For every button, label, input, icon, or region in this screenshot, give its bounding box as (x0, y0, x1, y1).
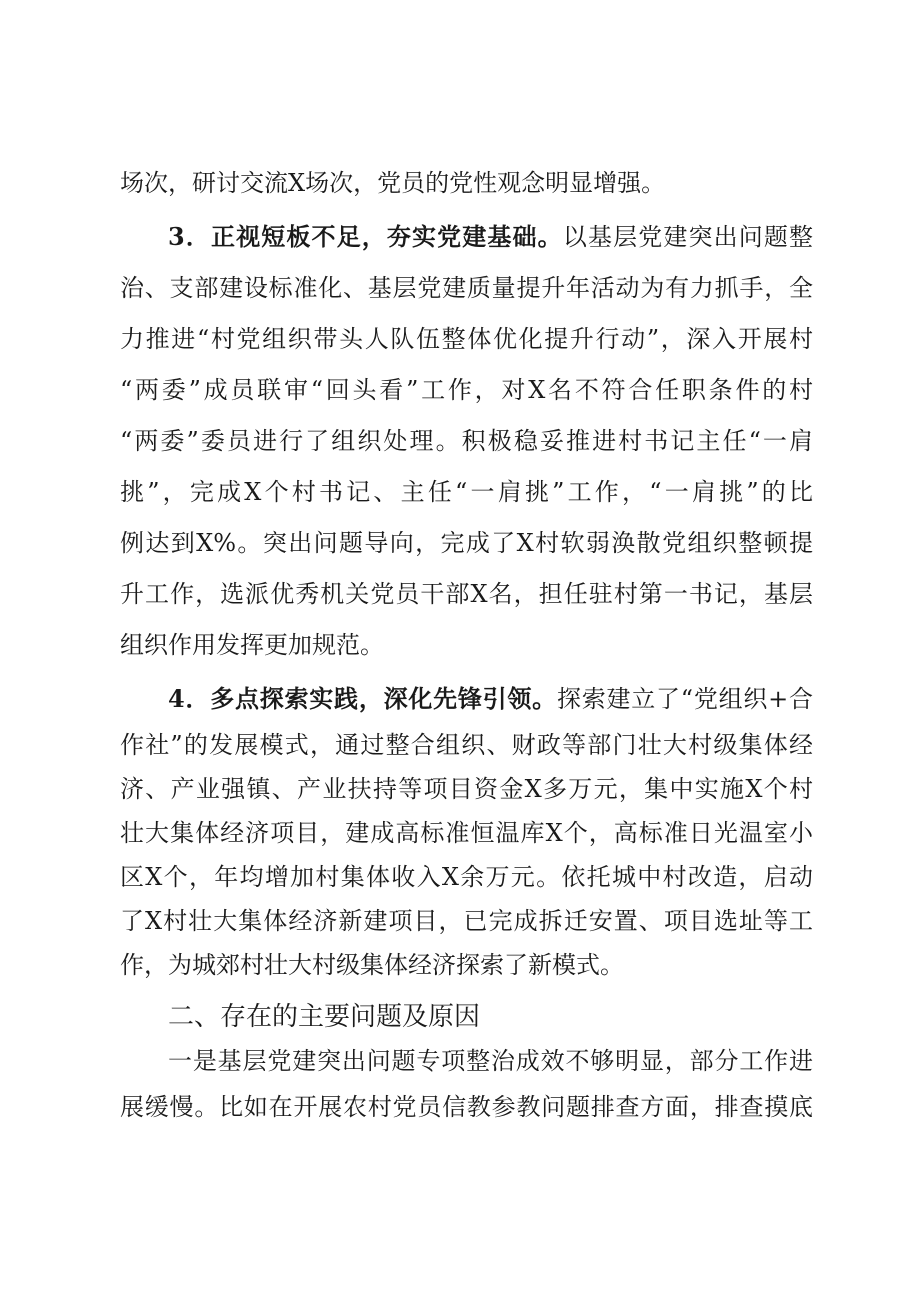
text-line: 展缓慢。比如在开展农村党员信教参教问题排查方面，排查摸底 (120, 1093, 813, 1121)
text-line: 挑”，完成X个村书记、主任“一肩挑”工作，“一肩挑”的比 (120, 478, 813, 506)
text-line: 场次，研讨交流X场次，党员的党性观念明显增强。 (120, 169, 666, 197)
text-line: 壮大集体经济项目，建成高标准恒温库X个，高标准日光温室小 (120, 819, 813, 847)
text-span: 探索建立了“党组织+合 (556, 685, 813, 713)
paragraph-heading: 3．正视短板不足，夯实党建基础。 (168, 222, 563, 251)
paragraph-4-first-line (168, 676, 813, 722)
text-line: 例达到X%。突出问题导向，完成了X村软弱涣散党组织整顿提 (120, 529, 813, 557)
text-line: 力推进“村党组织带头人队伍整体优化提升行动”，深入开展村 (120, 325, 813, 353)
text-line: 作，为城郊村壮大村级集体经济探索了新模式。 (120, 951, 624, 979)
text-line: 治、支部建设标准化、基层党建质量提升年活动为有力抓手，全 (120, 274, 813, 302)
text-line: “两委”委员进行了组织处理。积极稳妥推进村书记主任“一肩 (120, 427, 813, 455)
text-line: 组织作用发挥更加规范。 (120, 631, 384, 659)
text-line: 区X个，年均增加村集体收入X余万元。依托城中村改造，启动 (120, 863, 813, 891)
section-heading: 二、存在的主要问题及原因 (168, 1002, 481, 1032)
text-line: 一是基层党建突出问题专项整治成效不够明显，部分工作进 (168, 1047, 813, 1075)
text-line: 升工作，选派优秀机关党员干部X名，担任驻村第一书记，基层 (120, 580, 813, 608)
paragraph-3-first-line (168, 214, 813, 260)
text-span: 以基层党建突出问题整 (562, 223, 813, 251)
text-line: 了X村壮大集体经济新建项目，已完成拆迁安置、项目选址等工 (120, 907, 813, 935)
text-line: “两委”成员联审“回头看”工作，对X名不符合任职条件的村 (120, 376, 813, 404)
paragraph-heading: 4．多点探索实践，深化先锋引领。 (168, 684, 557, 713)
text-line: 作社”的发展模式，通过整合组织、财政等部门壮大村级集体经 (120, 731, 813, 759)
text-line: 济、产业强镇、产业扶持等项目资金X多万元，集中实施X个村 (120, 775, 813, 803)
